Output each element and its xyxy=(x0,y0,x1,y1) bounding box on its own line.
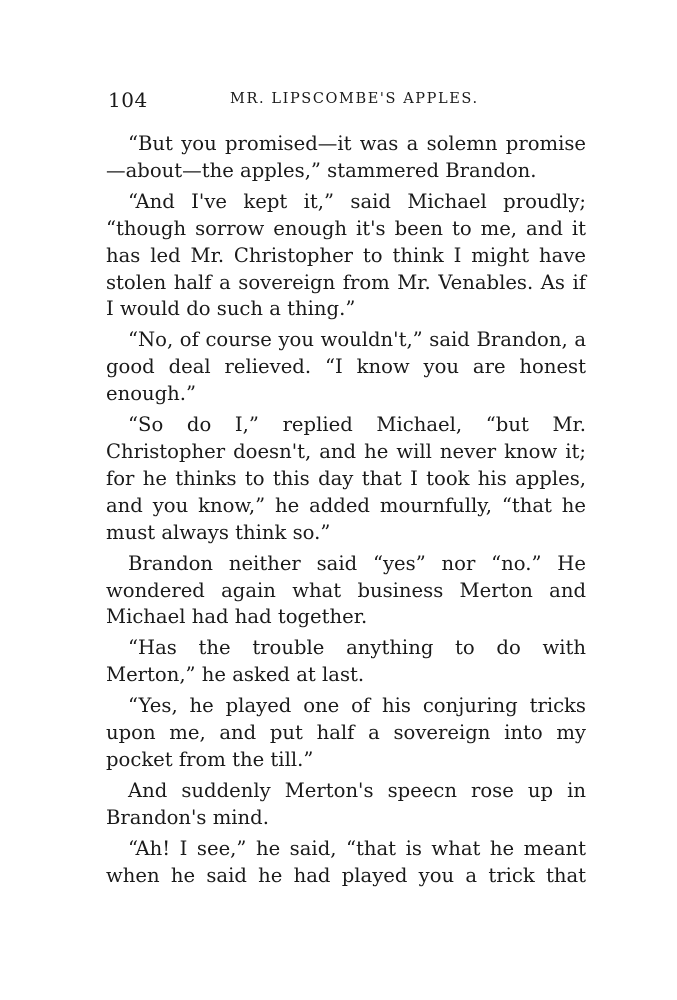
paragraph: “Has the trouble anything to do with Merton,” he asked at last. xyxy=(106,636,586,687)
paragraph: “So do I,” replied Michael, “but Mr. Christopher doesn't, and he will never know it; for he thinks to this day that I took his apples, and you know,” he added mournfully, “that he must always think so.” xyxy=(106,413,586,544)
paragraph: Brandon neither said “yes” nor “no.” He wondered again what business Merton and Michael had had together. xyxy=(106,551,586,629)
paragraph: “Ah! I see,” he said, “that is what he meant when he said he had played you a trick that xyxy=(106,836,586,887)
body-text xyxy=(106,131,586,893)
paragraph: And suddenly Merton's speecn rose up in Brandon's mind. xyxy=(106,778,586,829)
page-header xyxy=(108,88,586,118)
running-head: MR. LIPSCOMBE'S APPLES. xyxy=(230,91,479,107)
paragraph: “Yes, he played one of his conjuring tricks upon me, and put half a sovereign into my pocket from the till.” xyxy=(106,694,586,771)
paragraph: “But you promised—it was a solemn promise —about—the apples,” stammered Brandon. xyxy=(106,132,586,182)
page-number: 104 xyxy=(108,88,148,112)
paragraph: “And I've kept it,” said Michael proudly; “though sorrow enough it's been to me, and it has led Mr. Christopher to think I might have stolen half a sovereign from Mr. Venables. As if I would do such a thing.” xyxy=(106,189,586,321)
paragraph: “No, of course you wouldn't,” said Brandon, a good deal relieved. “I know you are honest enough.” xyxy=(106,328,586,406)
